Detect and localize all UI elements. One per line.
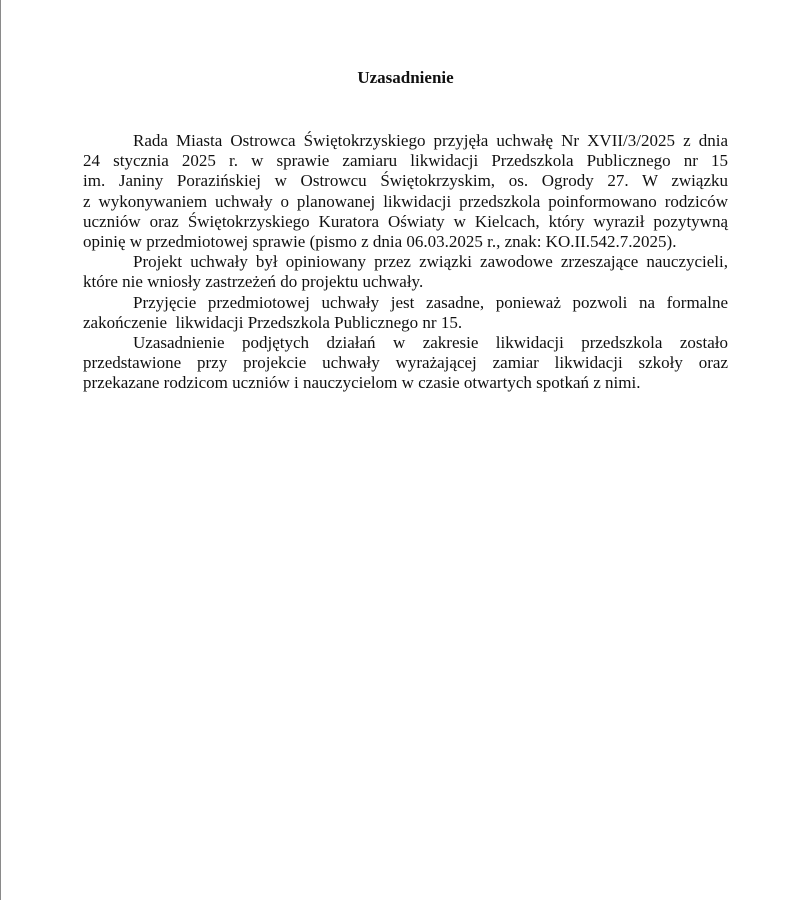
- document-body: [83, 131, 728, 393]
- paragraph-4: [83, 333, 728, 394]
- paragraph-line: które nie wniosły zastrzeżeń do projektu uchwały.: [83, 272, 424, 292]
- paragraph-line: przedstawione przy projekcie uchwały wyrażającej zamiar likwidacji szkoły oraz: [83, 353, 728, 373]
- paragraph-line: opinię w przedmiotowej sprawie (pismo z dnia 06.03.2025 r., znak: KO.II.542.7.2025).: [83, 231, 677, 251]
- paragraph-line: zakończenie likwidacji Przedszkola Publicznego nr 15.: [83, 312, 463, 332]
- paragraph-line: im. Janiny Porazińskiej w Ostrowcu Świętokrzyskim, os. Ogrody 27. W związku: [83, 171, 728, 191]
- paragraph-line: uczniów oraz Świętokrzyskiego Kuratora Oświaty w Kielcach, który wyraził pozytywną: [83, 211, 728, 231]
- paragraph-1: [83, 131, 728, 252]
- paragraph-2: [83, 252, 728, 292]
- paragraph-line: Projekt uchwały był opiniowany przez związki zawodowe zrzeszające nauczycieli,: [133, 252, 728, 272]
- paragraph-line: z wykonywaniem uchwały o planowanej likwidacji przedszkola poinformowano rodziców: [83, 191, 728, 211]
- paragraph-line: 24 stycznia 2025 r. w sprawie zamiaru likwidacji Przedszkola Publicznego nr 15: [83, 151, 728, 171]
- paragraph-3: [83, 293, 728, 333]
- paragraph-line: Uzasadnienie podjętych działań w zakresie likwidacji przedszkola zostało: [133, 332, 728, 352]
- document-title: Uzasadnienie: [357, 68, 454, 87]
- paragraph-line: Przyjęcie przedmiotowej uchwały jest zasadne, ponieważ pozwoli na formalne: [133, 292, 728, 312]
- paragraph-line: Rada Miasta Ostrowca Świętokrzyskiego przyjęła uchwałę Nr XVII/3/2025 z dnia: [133, 131, 728, 150]
- paragraph-line: przekazane rodzicom uczniów i nauczycielom w czasie otwartych spotkań z nimi.: [83, 373, 641, 393]
